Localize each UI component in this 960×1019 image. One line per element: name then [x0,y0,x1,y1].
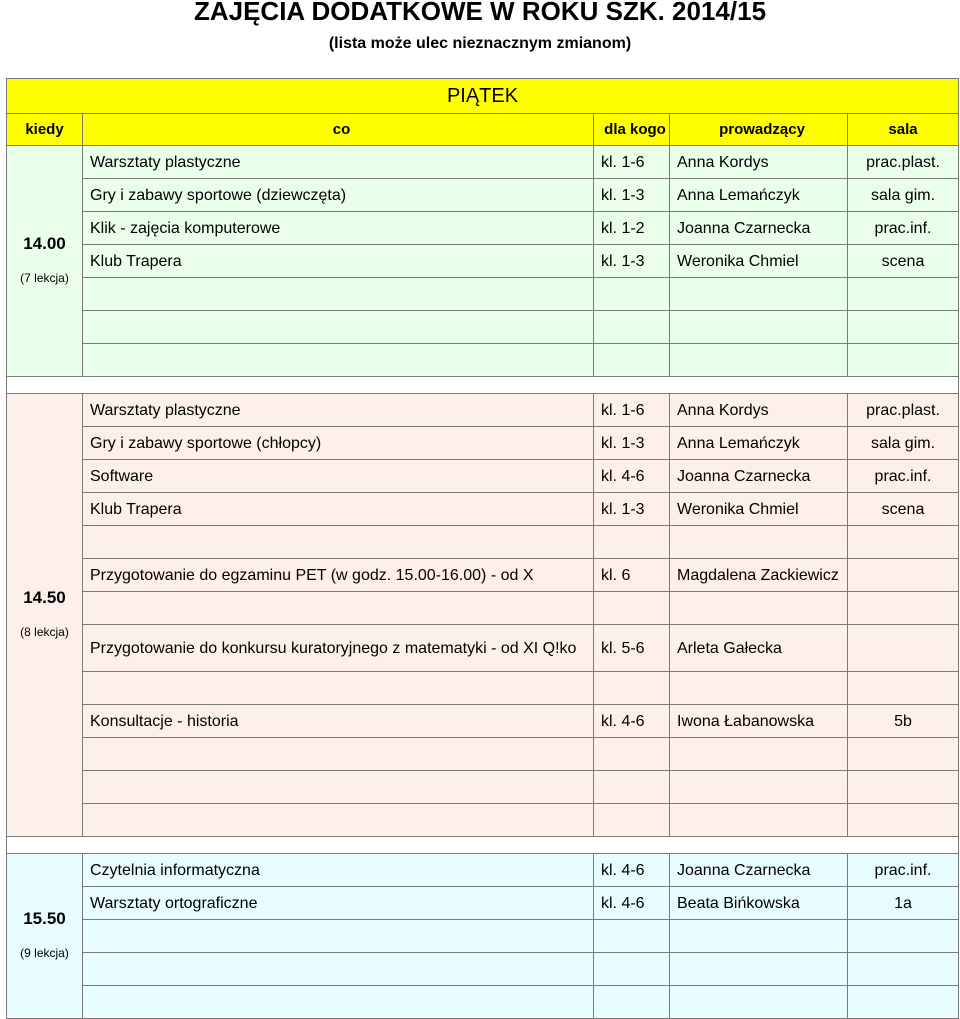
table-row [7,854,959,887]
header-row [7,114,959,146]
room-cell: prac.plast. [848,146,959,179]
teacher-cell [670,311,848,344]
activity-cell: Gry i zabawy sportowe (chłopcy) [83,427,594,460]
class-cell: kl. 4-6 [594,705,670,738]
activity-cell [83,311,594,344]
class-cell: kl. 4-6 [594,887,670,920]
room-cell: prac.plast. [848,394,959,427]
time-cell [7,394,83,837]
class-cell: kl. 1-3 [594,493,670,526]
teacher-cell: Weronika Chmiel [670,493,848,526]
header-kiedy: kiedy [7,114,83,146]
class-cell: kl. 1-6 [594,146,670,179]
class-cell [594,771,670,804]
teacher-cell [670,804,848,837]
activity-cell [83,526,594,559]
room-cell [848,311,959,344]
class-cell [594,526,670,559]
teacher-cell [670,526,848,559]
activity-cell [83,344,594,377]
class-cell [594,278,670,311]
table-row [7,278,959,311]
table-row [7,427,959,460]
teacher-cell: Joanna Czarnecka [670,460,848,493]
table-row [7,705,959,738]
activity-cell: Klub Trapera [83,493,594,526]
table-row [7,245,959,278]
table-row [7,592,959,625]
table-row [7,920,959,953]
table-row [7,212,959,245]
activity-cell [83,592,594,625]
table-row [7,771,959,804]
teacher-cell [670,771,848,804]
activity-cell: Software [83,460,594,493]
activity-cell [83,672,594,705]
class-cell: kl. 1-6 [594,394,670,427]
class-cell: kl. 6 [594,559,670,592]
activity-cell: Gry i zabawy sportowe (dziewczęta) [83,179,594,212]
block-separator [7,377,959,394]
table-row [7,394,959,427]
teacher-cell: Arleta Gałecka [670,625,848,672]
teacher-cell: Anna Lemańczyk [670,179,848,212]
room-cell: scena [848,245,959,278]
teacher-cell [670,953,848,986]
room-cell: sala gim. [848,179,959,212]
lesson-label: (8 lekcja) [20,625,69,639]
class-cell [594,311,670,344]
page-title: ZAJĘCIA DODATKOWE W ROKU SZK. 2014/15 [193,0,767,26]
class-cell [594,672,670,705]
teacher-cell: Joanna Czarnecka [670,854,848,887]
activity-cell: Przygotowanie do konkursu kuratoryjnego z matematyki - od XI Q!ko [83,625,594,672]
block-separator [7,837,959,854]
activity-cell: Przygotowanie do egzaminu PET (w godz. 15.00-16.00) - od X [83,559,594,592]
teacher-cell: Anna Lemańczyk [670,427,848,460]
room-cell [848,526,959,559]
teacher-cell: Iwona Łabanowska [670,705,848,738]
table-row [7,625,959,672]
teacher-cell [670,986,848,1019]
room-cell: 1a [848,887,959,920]
lesson-label: (7 lekcja) [20,271,69,285]
class-cell: kl. 1-3 [594,245,670,278]
room-cell [848,592,959,625]
time-label: 14.00 [23,234,66,253]
teacher-cell [670,278,848,311]
room-cell [848,672,959,705]
table-row [7,493,959,526]
separator-cell [7,377,959,394]
activity-cell: Czytelnia informatyczna [83,854,594,887]
room-cell [848,953,959,986]
table-row [7,887,959,920]
teacher-cell [670,738,848,771]
time-label: 15.50 [23,909,66,928]
teacher-cell [670,672,848,705]
activity-cell: Klik - zajęcia komputerowe [83,212,594,245]
lesson-label: (9 lekcja) [20,946,69,960]
table-row [7,344,959,377]
day-row [7,79,959,114]
class-cell: kl. 1-3 [594,427,670,460]
activity-cell [83,738,594,771]
room-cell [848,559,959,592]
activity-cell [83,771,594,804]
activity-cell: Konsultacje - historia [83,705,594,738]
table-row [7,738,959,771]
room-cell: 5b [848,705,959,738]
class-cell [594,804,670,837]
separator-cell [7,837,959,854]
time-label: 14.50 [23,588,66,607]
activity-cell: Klub Trapera [83,245,594,278]
table-row [7,146,959,179]
room-cell [848,771,959,804]
class-cell: kl. 1-2 [594,212,670,245]
time-cell [7,854,83,1019]
room-cell [848,278,959,311]
class-cell: kl. 5-6 [594,625,670,672]
header-dla-kogo: dla kogo [594,114,670,146]
teacher-cell: Beata Bińkowska [670,887,848,920]
activity-cell: Warsztaty plastyczne [83,146,594,179]
activity-cell: Warsztaty ortograficzne [83,887,594,920]
teacher-cell [670,344,848,377]
class-cell [594,592,670,625]
room-cell [848,986,959,1019]
header-co: co [83,114,594,146]
room-cell: sala gim. [848,427,959,460]
class-cell [594,953,670,986]
class-cell [594,986,670,1019]
activity-cell: Warsztaty plastyczne [83,394,594,427]
activity-cell [83,278,594,311]
teacher-cell: Magdalena Zackiewicz [670,559,848,592]
room-cell: scena [848,493,959,526]
page-subtitle: (lista może ulec nieznacznym zmianom) [328,35,632,52]
table-row [7,672,959,705]
table-row [7,804,959,837]
activity-cell [83,920,594,953]
class-cell: kl. 4-6 [594,460,670,493]
activity-cell [83,804,594,837]
teacher-cell [670,592,848,625]
class-cell: kl. 1-3 [594,179,670,212]
table-row [7,953,959,986]
class-cell [594,738,670,771]
room-cell: prac.inf. [848,460,959,493]
room-cell [848,804,959,837]
table-row [7,986,959,1019]
room-cell [848,344,959,377]
activity-cell [83,953,594,986]
day-label: PIĄTEK [7,79,959,114]
teacher-cell [670,920,848,953]
table-row [7,311,959,344]
teacher-cell: Anna Kordys [670,146,848,179]
room-cell [848,625,959,672]
room-cell: prac.inf. [848,212,959,245]
room-cell: prac.inf. [848,854,959,887]
schedule-table [6,78,959,1019]
header-prowadzacy: prowadzący [670,114,848,146]
teacher-cell: Weronika Chmiel [670,245,848,278]
room-cell [848,738,959,771]
class-cell: kl. 4-6 [594,854,670,887]
time-cell [7,146,83,377]
teacher-cell: Joanna Czarnecka [670,212,848,245]
header-sala: sala [848,114,959,146]
table-row [7,179,959,212]
teacher-cell: Anna Kordys [670,394,848,427]
table-row [7,559,959,592]
table-row [7,460,959,493]
class-cell [594,920,670,953]
room-cell [848,920,959,953]
activity-cell [83,986,594,1019]
class-cell [594,344,670,377]
table-row [7,526,959,559]
